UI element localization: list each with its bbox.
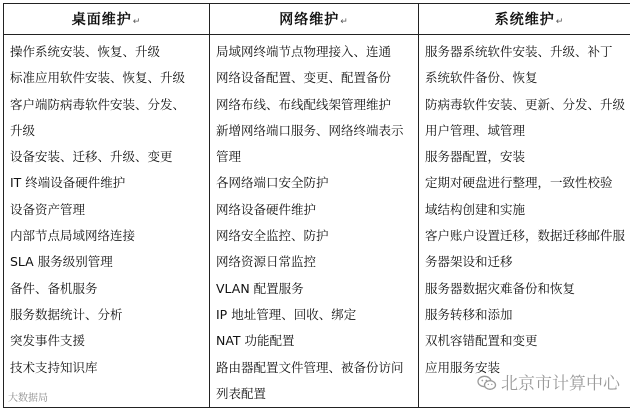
watermark-right-text: 北京市计算中心	[501, 374, 620, 394]
network-item: 管理	[216, 149, 242, 165]
network-item: 新增网络端口服务、网络终端表示	[216, 122, 404, 138]
system-item: 双机容错配置和变更	[425, 333, 538, 349]
watermark-left: 大数据局	[8, 393, 48, 404]
network-item: IP 地址管理、回收、绑定	[216, 306, 357, 322]
network-maintenance-cell	[210, 35, 419, 408]
return-mark-icon: ↵	[132, 17, 142, 27]
desktop-item: SLA 服务级别管理	[10, 254, 113, 270]
maintenance-table	[3, 3, 630, 408]
network-item: 列表配置	[216, 385, 267, 401]
network-item: 路由器配置文件管理、被备份访问	[216, 359, 404, 375]
header-system-maintenance: 系统维护↵	[419, 4, 630, 35]
return-mark-icon: ↵	[340, 17, 349, 27]
network-item: 各网络端口安全防护	[216, 175, 329, 191]
return-mark-icon: ↵	[555, 17, 565, 27]
desktop-item: 备件、备机服务	[10, 280, 98, 296]
network-item: 网络布线、布线配线架管理维护	[216, 96, 392, 112]
system-maintenance-cell	[419, 35, 630, 408]
system-item: 务器架设和迁移	[425, 254, 513, 270]
header-row	[4, 4, 630, 35]
body-row	[4, 35, 630, 408]
network-item: 网络资源日常监控	[216, 254, 317, 270]
network-item: 网络安全监控、防护	[216, 228, 329, 244]
desktop-item: 内部节点局域网络连接	[10, 228, 136, 244]
network-item: VLAN 配置服务	[216, 280, 304, 296]
system-item: 防病毒软件安装、更新、分发、升级	[425, 96, 626, 112]
system-item: 服务器配置，安装	[425, 149, 526, 165]
system-item: 应用服务安装	[425, 359, 501, 375]
header-network-maintenance: 网络维护↵	[210, 4, 419, 35]
wechat-logo-icon	[477, 375, 497, 391]
system-item: 服务器数据灾难备份和恢复	[425, 280, 576, 296]
desktop-item: 设备资产管理	[10, 201, 86, 217]
system-item: 服务器系统软件安装、升级、补丁	[425, 44, 613, 59]
desktop-item: 技术支持知识库	[10, 359, 98, 375]
system-item: 系统软件备份、恢复	[425, 70, 538, 86]
desktop-maintenance-cell	[4, 35, 210, 408]
header-desktop-maintenance: 桌面维护↵	[4, 4, 210, 35]
system-item: 域结构创建和实施	[425, 201, 526, 217]
system-item: 服务转移和添加	[425, 306, 513, 322]
network-item: 网络设备硬件维护	[216, 201, 317, 217]
desktop-item: IT 终端设备硬件维护	[10, 175, 126, 191]
desktop-item: 客户端防病毒软件安装、分发、	[10, 96, 186, 112]
watermark-right	[477, 369, 620, 394]
desktop-item: 升级	[10, 122, 36, 138]
desktop-item: 服务数据统计、分析	[10, 306, 123, 322]
system-item: 客户账户设置迁移，数据迁移邮件服	[425, 228, 626, 244]
network-item: NAT 功能配置	[216, 333, 295, 349]
desktop-item: 突发事件支援	[10, 333, 86, 349]
network-item: 局域网终端节点物理接入、连通	[216, 44, 392, 59]
system-item: 用户管理、域管理	[425, 122, 526, 138]
desktop-item: 设备安装、迁移、升级、变更	[10, 149, 173, 165]
network-item: 网络设备配置、变更、配置备份	[216, 70, 392, 86]
desktop-item: 操作系统安装、恢复、升级	[10, 44, 161, 59]
desktop-item: 标准应用软件安装、恢复、升级	[10, 70, 186, 86]
system-item: 定期对硬盘进行整理，一致性校验	[425, 175, 613, 191]
